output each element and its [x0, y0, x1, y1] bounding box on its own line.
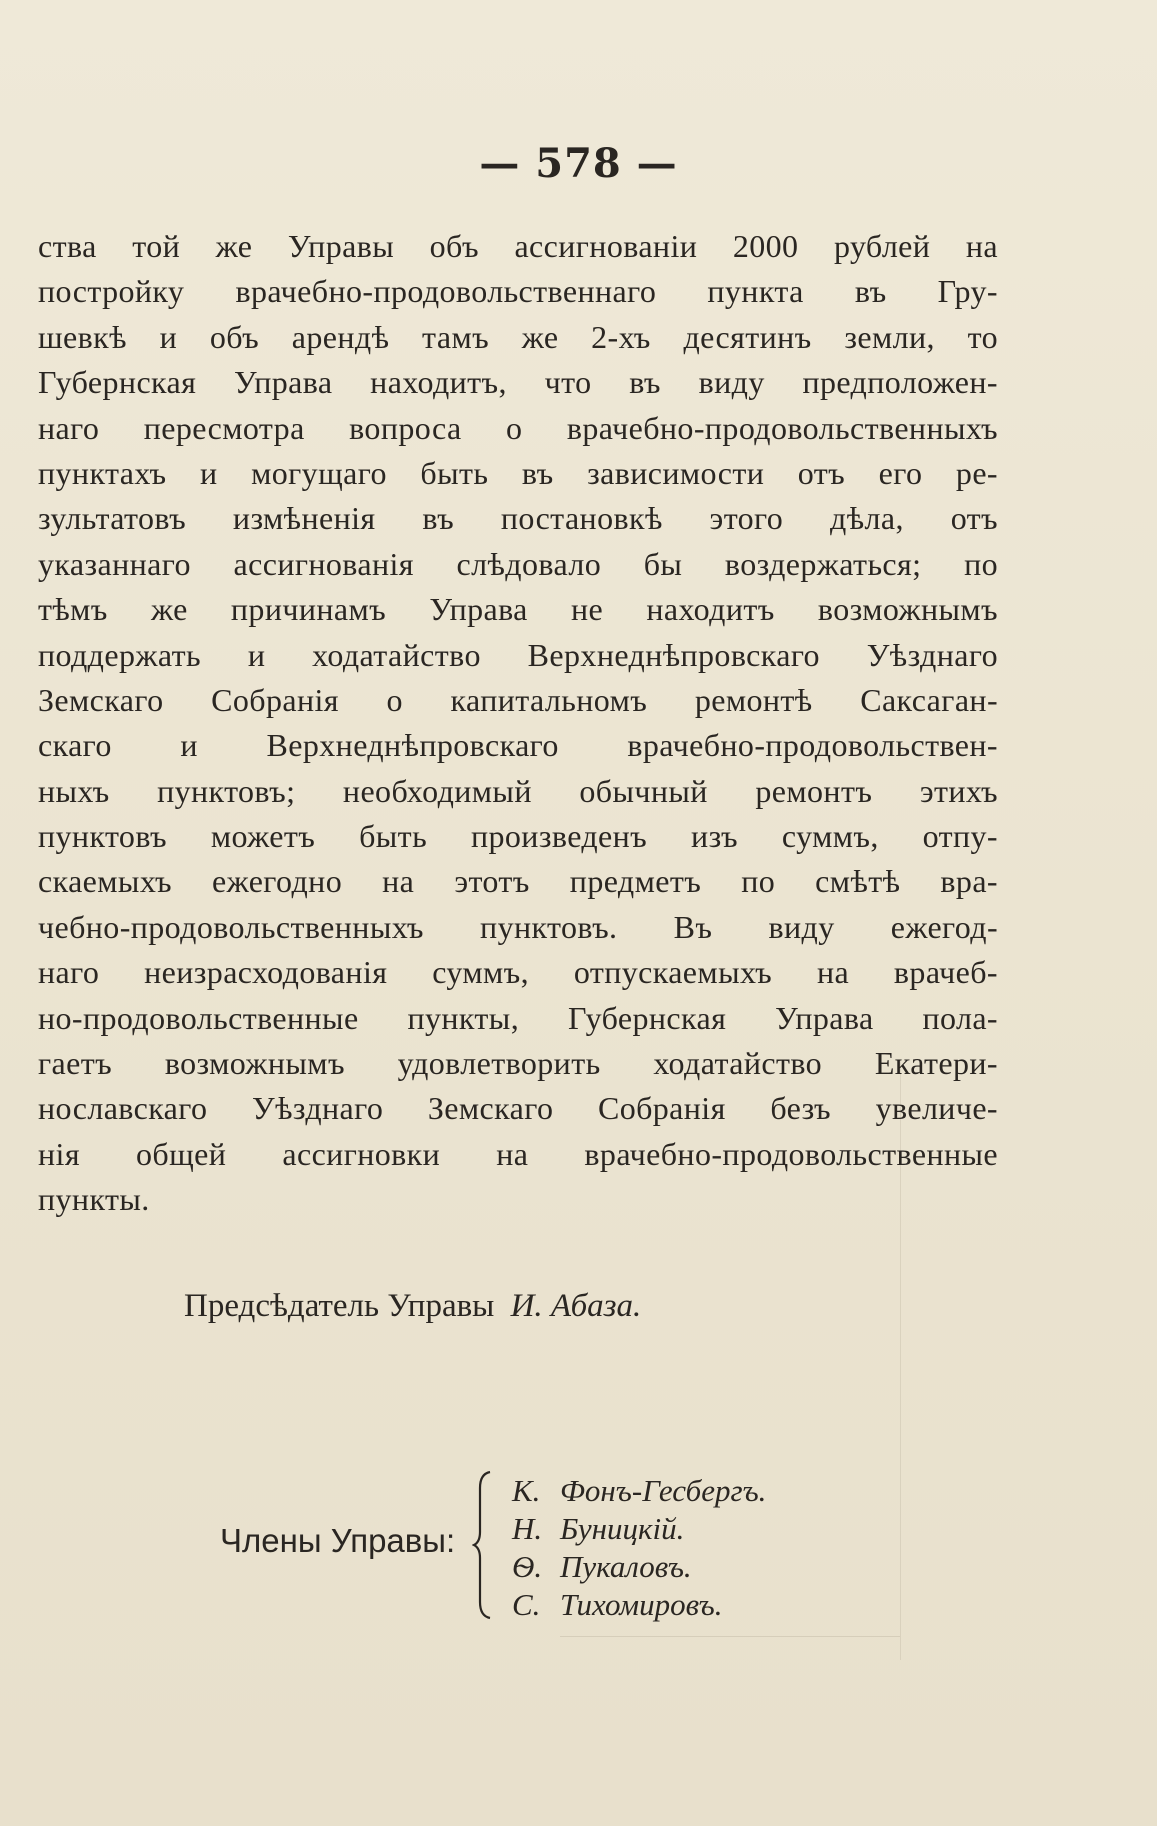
- text-line: наго пересмотра вопроса о врачебно-продовольственныхъ: [38, 409, 998, 446]
- member-entry: [512, 1472, 766, 1510]
- text-line: указаннаго ассигнованiя слѣдовало бы воздержаться; по: [38, 545, 998, 582]
- text-line: шевкѣ и объ арендѣ тамъ же 2-хъ десятинъ земли, то: [38, 318, 998, 355]
- text-line: скаемыхъ ежегодно на этотъ предметъ по смѣтѣ вра-: [38, 863, 998, 900]
- text-line: ства той же Управы объ ассигнованiи 2000 рублей на: [38, 228, 998, 264]
- chairman-signature-line: [184, 1288, 641, 1325]
- text-line: постройку врачебно-продовольственнаго пункта въ Гру-: [38, 273, 998, 310]
- text-line: Губернская Управа находитъ, что въ виду предположен-: [38, 364, 998, 401]
- curly-brace-icon: [472, 1470, 496, 1620]
- text-line: скаго и Верхнеднѣпровскаго врачебно-продовольствен-: [38, 727, 998, 764]
- text-line: тѣмъ же причинамъ Управа не находитъ возможнымъ: [38, 591, 998, 628]
- members-list: [512, 1472, 766, 1624]
- text-line: чебно-продовольственныхъ пунктовъ. Въ виду ежегод-: [38, 908, 998, 945]
- text-line: поддержать и ходатайство Верхнеднѣпровскаго Уѣзднаго: [38, 636, 998, 673]
- chairman-title: Предсѣдатель Управы: [184, 1288, 495, 1324]
- member-initial: К.: [512, 1473, 541, 1508]
- member-initial: Н.: [512, 1511, 543, 1546]
- text-line: но-продовольственные пункты, Губернская Управа пола-: [38, 999, 998, 1036]
- member-surname: Фонъ-Гесбергъ.: [560, 1473, 767, 1508]
- text-line: Земскаго Собранiя о капитальномъ ремонтѣ Саксаган-: [38, 681, 998, 718]
- text-line: пунктахъ и могущаго быть въ зависимости отъ его ре-: [38, 454, 998, 491]
- text-line: пунктовъ можетъ быть произведенъ изъ суммъ, отпу-: [38, 818, 998, 855]
- scan-fold-line-bottom: [560, 1636, 900, 1637]
- member-entry: [512, 1548, 766, 1586]
- chairman-name: И. Абаза.: [510, 1288, 642, 1324]
- text-line: ныхъ пунктовъ; необходимый обычный ремонтъ этихъ: [38, 772, 998, 809]
- text-line: зультатовъ измѣненiя въ постановкѣ этого дѣла, отъ: [38, 500, 998, 537]
- member-surname: Тихомировъ.: [560, 1587, 723, 1622]
- members-label: Члены Управы:: [220, 1522, 456, 1559]
- member-entry: [512, 1586, 766, 1624]
- member-surname: Пукаловъ.: [560, 1549, 692, 1584]
- member-initial: Ѳ.: [512, 1549, 543, 1584]
- text-line: гаетъ возможнымъ удовлетворить ходатайство Екатери-: [38, 1045, 998, 1082]
- text-line: пункты.: [38, 1181, 150, 1218]
- body-paragraph: [38, 224, 998, 1223]
- text-line: нославскаго Уѣзднаго Земскаго Собранiя безъ увеличе-: [38, 1090, 998, 1127]
- text-line: наго неизрасходованiя суммъ, отпускаемыхъ на врачеб-: [38, 954, 998, 991]
- page-number: — 578 —: [479, 140, 678, 187]
- member-surname: Буницкiй.: [560, 1511, 685, 1546]
- member-initial: С.: [512, 1587, 541, 1622]
- text-line: нiя общей ассигновки на врачебно-продовольственные: [38, 1135, 998, 1172]
- member-entry: [512, 1510, 766, 1548]
